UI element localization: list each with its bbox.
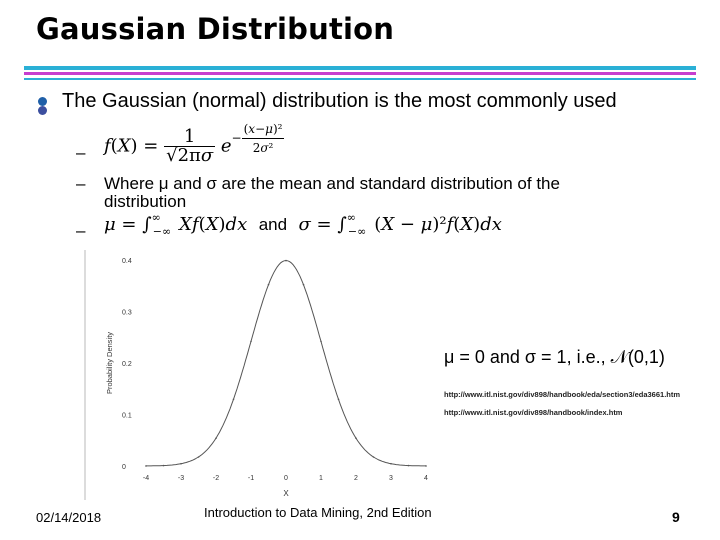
x-tick-label: 3: [389, 475, 393, 482]
bullet-text: The Gaussian (normal) distribution is the most commonly used: [62, 90, 617, 112]
sub-bullet-text: [104, 175, 560, 211]
x-tick-label: 4: [424, 475, 428, 482]
page-number: 9: [672, 509, 680, 525]
data-point: [163, 465, 165, 467]
data-point: [198, 456, 200, 458]
data-point: [338, 399, 340, 401]
data-point: [408, 465, 410, 467]
y-tick-label: 0.2: [122, 361, 132, 368]
dash-2: –: [76, 174, 86, 193]
title-underline-top: [24, 66, 696, 70]
data-point: [425, 465, 427, 467]
x-tick-label: -3: [177, 475, 185, 482]
source-link-1[interactable]: http://www.itl.nist.gov/div898/handbook/eda/section3/eda3661.htm: [444, 390, 681, 399]
y-tick-label: 0.3: [122, 309, 132, 317]
y-tick-label: 0.1: [122, 412, 132, 420]
footer-title: Introduction to Data Mining, 2nd Edition: [204, 505, 432, 520]
data-point: [180, 463, 182, 465]
y-tick-label: 0: [122, 464, 126, 471]
x-tick-label: 1: [319, 475, 323, 482]
left-divider-line: [84, 250, 86, 500]
data-point: [320, 341, 322, 343]
y-tick-label: 0.4: [122, 258, 132, 265]
data-point: [250, 341, 252, 343]
data-point: [390, 463, 392, 465]
side-note: μ = 0 and σ = 1, i.e., 𝒩(0,1): [444, 347, 665, 367]
sub-bullet-line-1: Where μ and σ are the mean and standard distribution of the: [104, 174, 560, 193]
data-point: [215, 437, 217, 439]
title-underline-bottom: [24, 78, 696, 80]
x-axis-label: X: [283, 489, 289, 498]
data-point: [285, 260, 287, 262]
x-tick-label: -2: [212, 475, 220, 482]
sub-bullet-line-2: distribution: [104, 192, 187, 211]
gaussian-curve: [146, 261, 426, 466]
data-point: [373, 456, 375, 458]
footer-date: 02/14/2018: [36, 510, 102, 525]
source-link-2[interactable]: http://www.itl.nist.gov/div898/handbook/index.htm: [444, 408, 623, 417]
slide-title: Gaussian Distribution: [36, 12, 395, 46]
moment-formulas: $\mu = \int^\infty_{-\infty}$ Xf(X)dx and $\sigma = \int^\infty_{-\infty}$ (X − μ)²f(X)dx: [104, 211, 502, 238]
data-point: [145, 465, 147, 467]
data-point: [303, 284, 305, 286]
pdf-formula: f(X) = $\frac{1}{√2\pi\sigma}$ $e^{- \frac{\text{(x−μ)²}}{\text{2σ²}}}$: [104, 121, 283, 166]
x-tick-label: -4: [142, 475, 150, 482]
data-point: [355, 437, 357, 439]
title-underline-middle: [24, 72, 696, 75]
x-tick-label: 0: [284, 475, 288, 482]
bullet-icon: [38, 97, 48, 119]
gaussian-chart: [100, 248, 440, 498]
data-point: [233, 399, 235, 401]
dash-1: –: [76, 143, 86, 162]
data-point: [268, 284, 270, 286]
x-tick-label: 2: [354, 475, 358, 482]
y-axis-label: Probability Density: [105, 331, 114, 395]
x-tick-label: -1: [247, 475, 255, 482]
dash-3: –: [76, 221, 86, 240]
